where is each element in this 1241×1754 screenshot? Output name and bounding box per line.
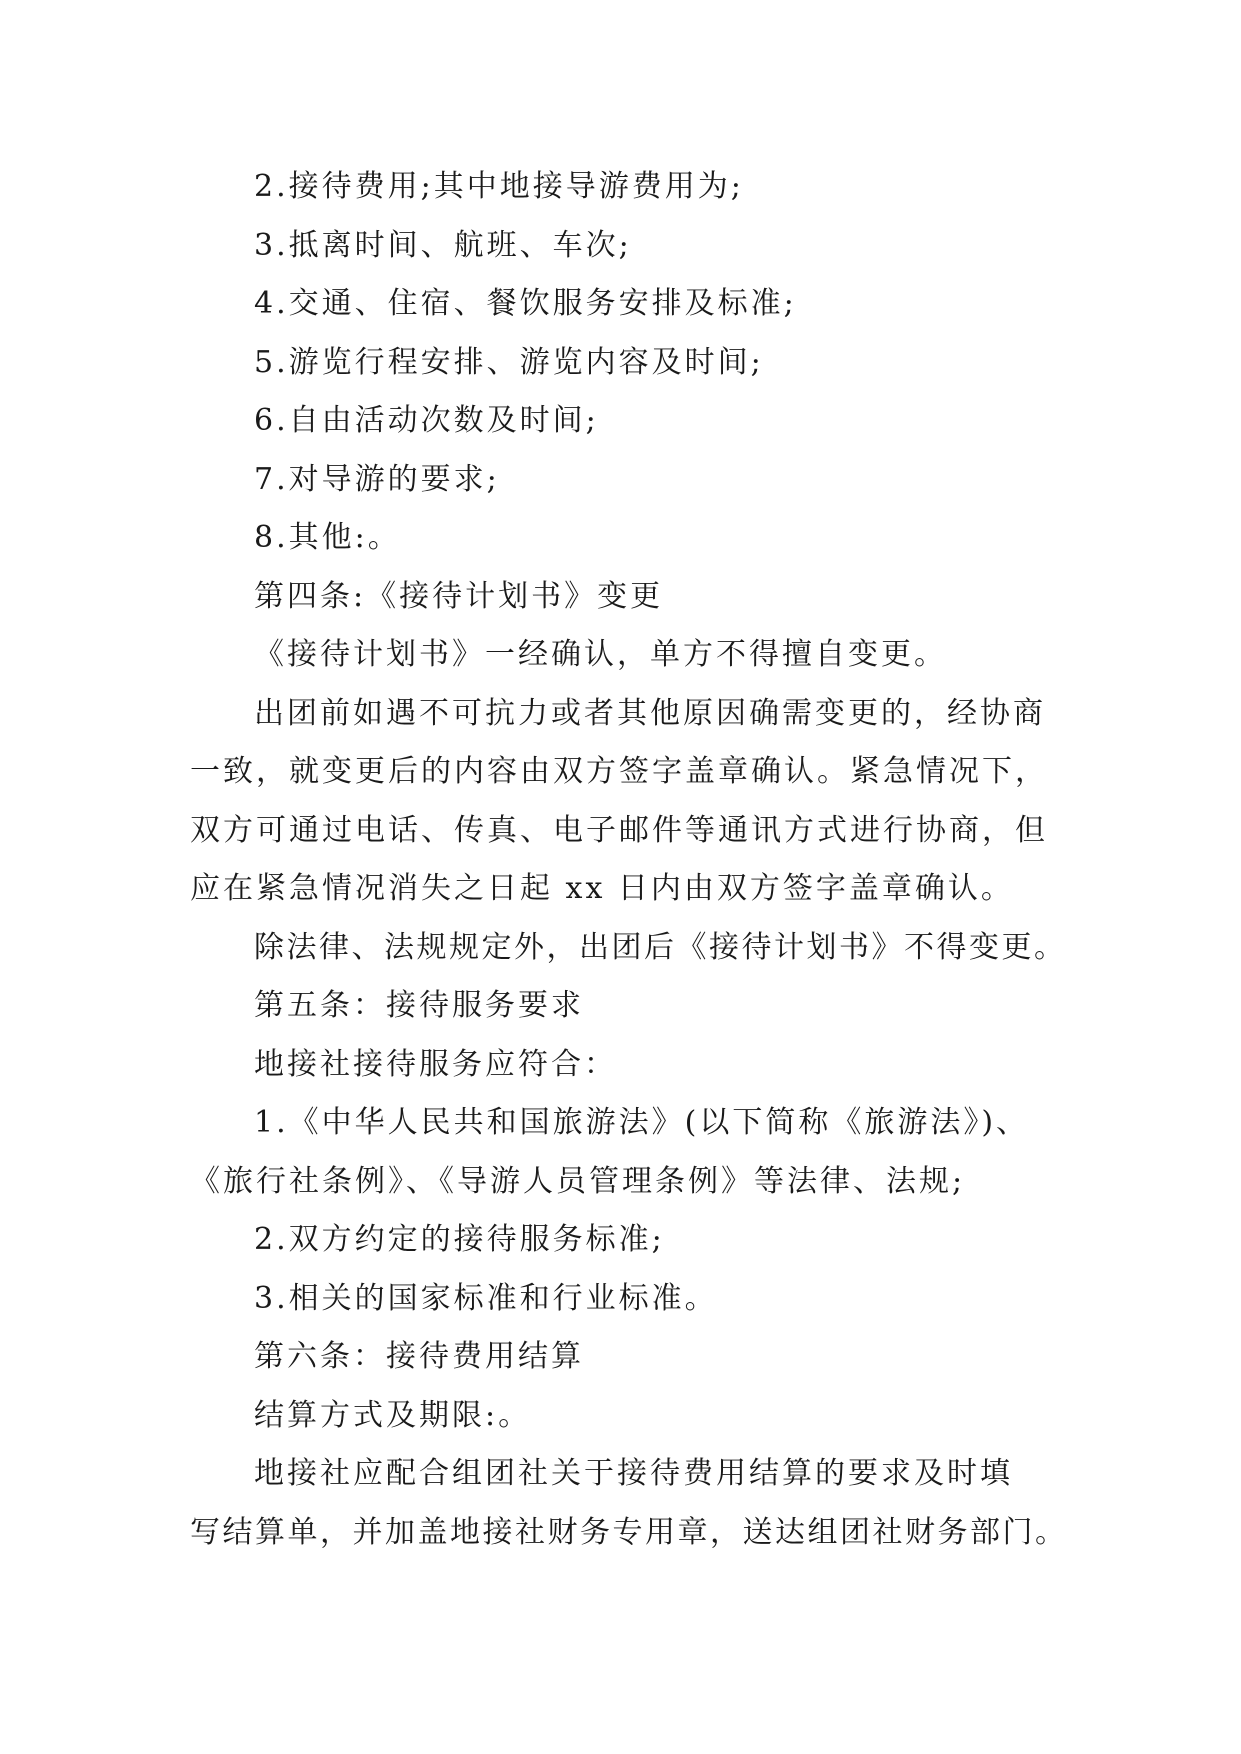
text-line: 一致，就变更后的内容由双方签字盖章确认。紧急情况下， — [190, 754, 1048, 789]
text-line: 3.相关的国家标准和行业标准。 — [254, 1280, 718, 1316]
text-line: 除法律、法规规定外，出团后《接待计划书》不得变更。 — [254, 929, 1067, 965]
text-line: 地接社应配合组团社关于接待费用结算的要求及时填 — [254, 1456, 1013, 1491]
text-line: 《接待计划书》一经确认，单方不得擅自变更。 — [254, 637, 947, 672]
document-body — [190, 158, 1070, 1562]
text-line: 2.接待费用;其中地接导游费用为; — [254, 169, 744, 204]
section-heading: 第六条：接待费用结算 — [254, 1339, 584, 1374]
text-line: 写结算单，并加盖地接社财务专用章，送达组团社财务部门。 — [190, 1514, 1068, 1550]
section-heading: 第五条：接待服务要求 — [254, 988, 584, 1023]
text-line: 8.其他:。 — [254, 520, 401, 555]
text-line: 3.抵离时间、航班、车次; — [254, 227, 632, 263]
text-line: 4.交通、住宿、餐饮服务安排及标准; — [254, 286, 797, 321]
text-line: 地接社接待服务应符合： — [254, 1046, 617, 1082]
text-line: 7.对导游的要求; — [254, 461, 500, 497]
text-line: 1.《中华人民共和国旅游法》(以下简称《旅游法》)、 — [254, 1105, 1030, 1140]
section-heading: 第四条:《接待计划书》变更 — [254, 578, 664, 614]
text-line: 《旅行社条例》、《导游人员管理条例》等法律、法规; — [190, 1163, 966, 1199]
text-line: 5.游览行程安排、游览内容及时间; — [254, 344, 764, 380]
text-line: 双方可通过电话、传真、电子邮件等通讯方式进行协商，但 — [190, 812, 1048, 848]
text-line: 结算方式及期限:。 — [254, 1397, 532, 1433]
text-line: 6.自由活动次数及时间; — [254, 403, 599, 438]
text-line: 出团前如遇不可抗力或者其他原因确需变更的，经协商 — [254, 695, 1046, 731]
text-line: 2.双方约定的接待服务标准; — [254, 1222, 665, 1257]
text-line: 应在紧急情况消失之日起 xx 日内由双方签字盖章确认。 — [190, 871, 1014, 906]
